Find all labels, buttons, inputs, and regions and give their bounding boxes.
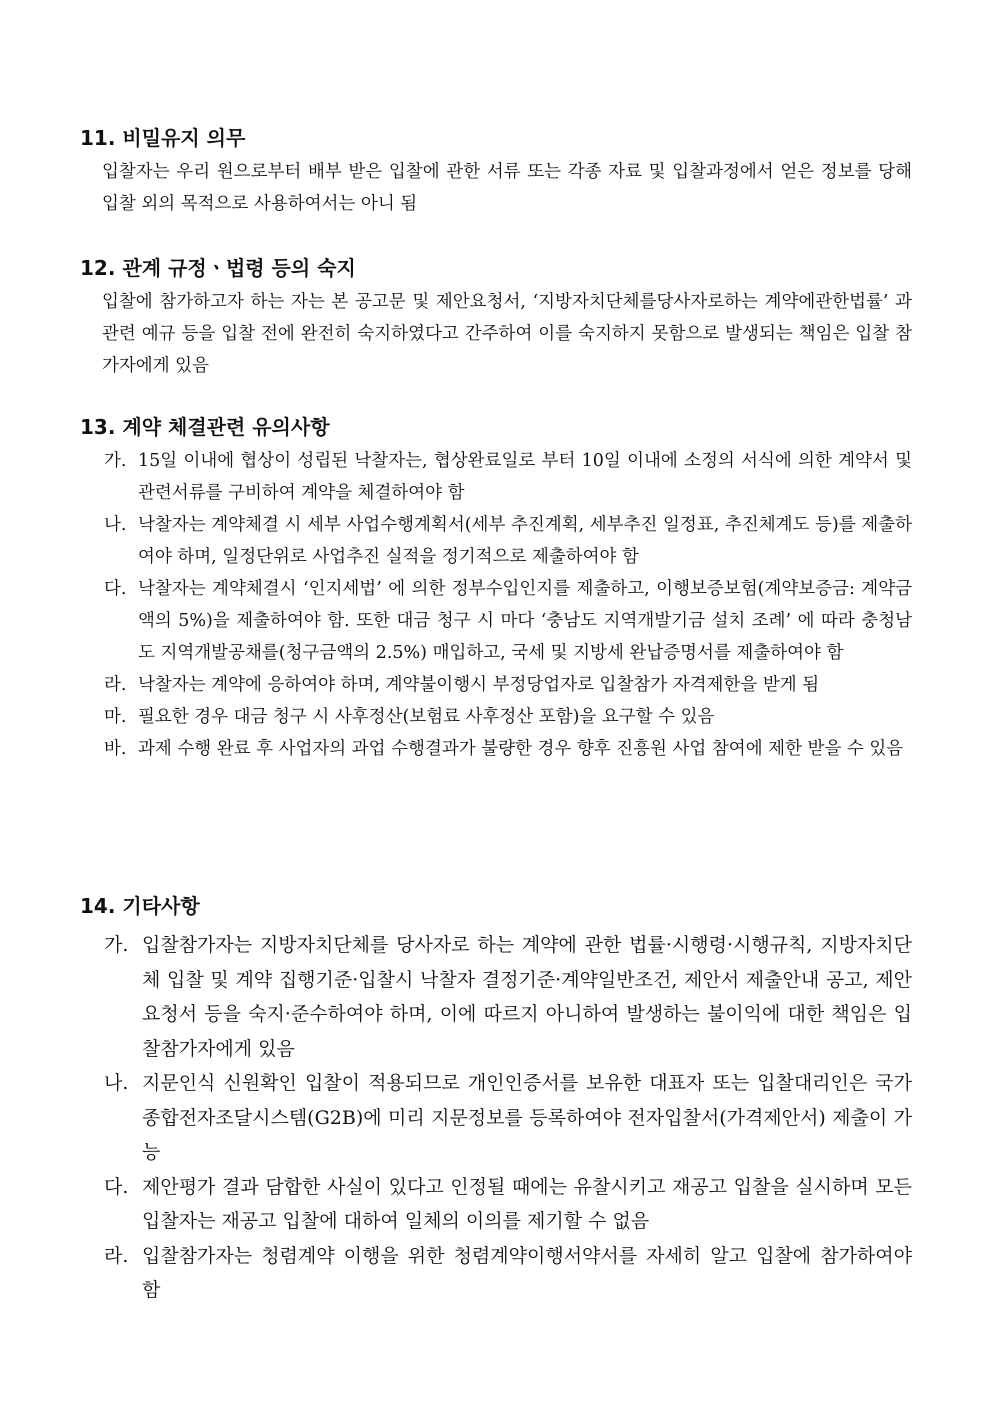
list-item <box>80 1170 912 1239</box>
item-text: 15일 이내에 협상이 성립된 낙찰자는, 협상완료일로 부터 10일 이내에 소정의 서식에 의한 계약서 및 관련서류를 구비하여 계약을 체결하여야 함 <box>138 451 912 503</box>
item-marker: 가. <box>104 934 129 956</box>
item-text: 과제 수행 완료 후 사업자의 과업 수행결과가 불량한 경우 향후 진흥원 사업 참여에 제한 받을 수 있음 <box>138 739 904 759</box>
section-title: 11. 비밀유지 의무 <box>80 126 246 150</box>
list-item <box>80 928 912 1066</box>
section-regulations <box>80 254 912 382</box>
item-marker: 바. <box>104 739 127 759</box>
list-item <box>80 1239 912 1308</box>
list-item <box>80 1066 912 1170</box>
section-other-matters <box>80 892 912 1308</box>
list-item <box>80 445 912 509</box>
item-text: 낙찰자는 계약체결시 ‘인지세법’ 에 의한 정부수입인지를 제출하고, 이행보증보험(계약보증금: 계약금액의 5%)을 제출하여야 함. 또한 대금 청구 시 마다 ‘충남도 지역개발기금 설치 조례’ 에 따라 충청남도 지역개발공채를(청구금액의 2.5%) 매입하고, 국세 및 지방세 완납증명서를 제출하여야 함 <box>138 579 912 663</box>
item-text: 낙찰자는 계약에 응하여야 하며, 계약불이행시 부정당업자로 입찰참가 자격제한을 받게 됨 <box>138 675 820 695</box>
item-text: 낙찰자는 계약체결 시 세부 사업수행계획서(세부 추진계획, 세부추진 일정표, 추진체계도 등)를 제출하여야 하며, 일정단위로 사업추진 실적을 정기적으로 제출하여야 함 <box>138 515 912 567</box>
list-item <box>80 573 912 669</box>
item-marker: 다. <box>104 579 127 599</box>
section-title: 12. 관계 규정ㆍ법령 등의 숙지 <box>80 256 356 280</box>
item-marker: 라. <box>104 1244 129 1267</box>
item-marker: 다. <box>104 1175 129 1198</box>
item-marker: 가. <box>104 451 127 471</box>
item-marker: 나. <box>104 515 127 535</box>
item-text: 입찰참가자는 지방자치단체를 당사자로 하는 계약에 관한 법률·시행령·시행규칙, 지방자치단체 입찰 및 계약 집행기준·입찰시 낙찰자 결정기준·계약일반조건, 제안서 제출안내 공고, 제안요청서 등을 숙지·준수하여야 하며, 이에 따르지 아니하여 발생하는 불이익에 대한 책임은 입찰참가자에게 있음 <box>142 934 912 1060</box>
section-body: 입찰에 참가하고자 하는 자는 본 공고문 및 제안요청서, ‘지방자치단체를당사자로하는 계약에관한법률’ 과 관련 예규 등을 입찰 전에 완전히 숙지하였다고 간주하여 이를 숙지하지 못함으로 발생되는 책임은 입찰 참가자에게 있음 <box>102 292 912 376</box>
item-marker: 라. <box>104 675 127 695</box>
item-text: 필요한 경우 대금 청구 시 사후정산(보험료 사후정산 포함)을 요구할 수 있음 <box>138 707 715 727</box>
section-body: 입찰자는 우리 원으로부터 배부 받은 입찰에 관한 서류 또는 각종 자료 및 입찰과정에서 얻은 정보를 당해 입찰 외의 목적으로 사용하여서는 아니 됨 <box>102 162 912 214</box>
list-item <box>80 701 912 733</box>
list-item <box>80 669 912 701</box>
item-marker: 나. <box>104 1072 129 1094</box>
item-text: 제안평가 결과 담합한 사실이 있다고 인정될 때에는 유찰시키고 재공고 입찰을 실시하며 모든 입찰자는 재공고 입찰에 대하여 일체의 이의를 제기할 수 없음 <box>142 1175 912 1232</box>
item-text: 지문인식 신원확인 입찰이 적용되므로 개인인증서를 보유한 대표자 또는 입찰대리인은 국가종합전자조달시스템(G2B)에 미리 지문정보를 등록하여야 전자입찰서(가격제안서) 제출이 가능 <box>142 1072 912 1163</box>
item-text: 입찰참가자는 청렴계약 이행을 위한 청렴계약이행서약서를 자세히 알고 입찰에 참가하여야 함 <box>142 1244 912 1301</box>
section-contract-notes <box>80 413 912 765</box>
section-confidentiality <box>80 124 912 220</box>
section-title: 14. 기타사항 <box>80 894 200 918</box>
list-item <box>80 733 912 765</box>
list-item <box>80 509 912 573</box>
item-marker: 마. <box>104 707 127 727</box>
section-title: 13. 계약 체결관련 유의사항 <box>80 415 330 439</box>
